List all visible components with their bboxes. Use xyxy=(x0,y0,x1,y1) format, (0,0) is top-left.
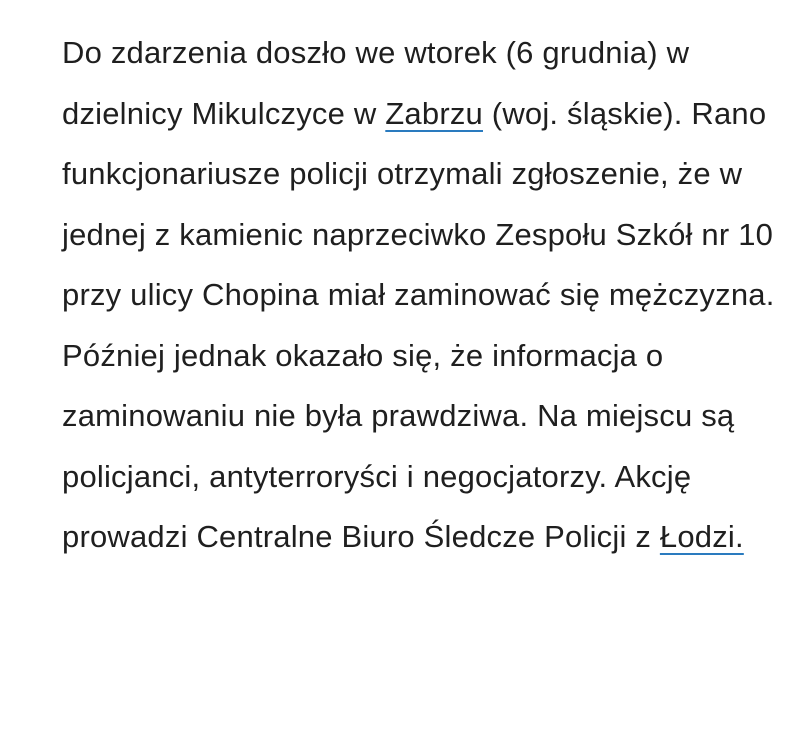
paragraph-text-middle: (woj. śląskie). Rano funkcjonariusze policji otrzymali zgłoszenie, że w jednej z kamienic naprzeciwko Zespołu Szkół nr 10 przy ulicy Chopina miał zaminować się mężczyzna. Później jednak okazało się, że informacja o zaminowaniu nie była prawdziwa. Na miejscu są policjanci, antyterroryści i negocjatorzy. Akcję prowadzi Centralne Biuro Śledcze Policji z xyxy=(62,95,775,554)
article-paragraph xyxy=(62,23,782,568)
paragraph-text-start: Do zdarzenia doszło we wtorek (6 grudnia) w dzielnicy Mikulczyce w xyxy=(62,35,690,131)
link-zabrze[interactable]: Zabrzu xyxy=(385,95,483,131)
link-lodz[interactable]: Łodzi. xyxy=(659,519,744,554)
